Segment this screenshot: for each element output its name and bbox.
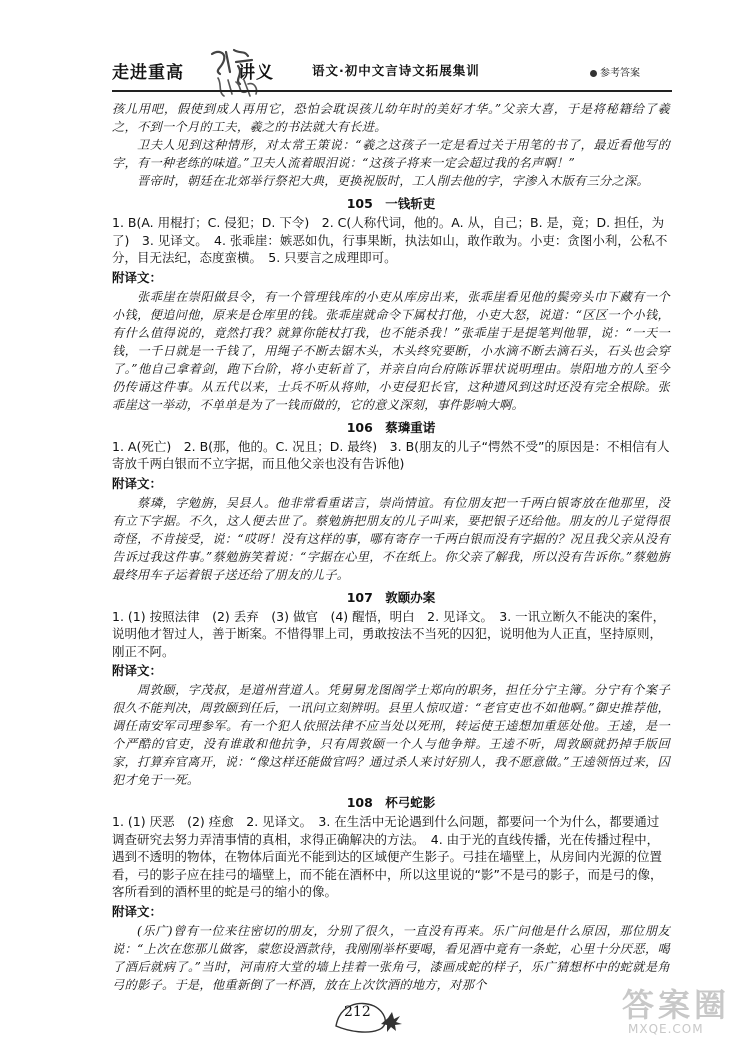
page-number: 212 (344, 1004, 371, 1020)
answers-block: 1. A(死亡) 2. B(那，他的。C. 况且；D. 最终) 3. B(朋友的儿子“愕然不受”的原因是：不相信有人寄放千两白银而不立字据，而且他父亲也没有告诉他) (112, 438, 670, 471)
watermark (622, 980, 742, 1040)
watermark-logo: 答案圈 (622, 986, 731, 1024)
section-title: 105 一钱斩吏 (346, 196, 436, 211)
answers-block: 1. (1) 按照法律 (2) 丢弃 (3) 做官 (4) 醒悟，明白 2. 见译文。 3. 一讯立断久不能决的案件，说明他才智过人，善于断案。不惜得罪上司，勇敢按法不当死的囚犯，说明他为人正直，坚持原则，刚正不阿。 (112, 608, 666, 659)
translation-text: (乐广)曾有一位来往密切的朋友，分别了很久，一直没有再来。乐广问他是什么原因，那位朋友说：“上次在您那儿做客，蒙您设酒款待，我刚刚举杯要喝，看见酒中竟有一条蛇，心里十分厌恶，喝了酒后就病了。”当时，河南府大堂的墙上挂着一张角弓，漆画成蛇的样子，乐广猜想杯中的蛇就是角弓的影子。于是，他重新倒了一杯酒，放在上次饮酒的地方，对那个 (112, 923, 670, 992)
header-subtitle: 语文·初中文言诗文拓展集训 (312, 63, 480, 78)
section-title: 107 敦颐办案 (346, 589, 436, 605)
page-content (112, 100, 670, 994)
header-brand-left: 走进重高 (112, 63, 184, 83)
page-footer (330, 996, 420, 1036)
translation-text: 张乖崖在崇阳做县令，有一个管理钱库的小吏从库房出来，张乖崖看见他的鬓旁头巾下藏有一个小钱，便追问他，原来是仓库里的钱。张乖崖就命令下属杖打他，小吏大怒，说道：“区区一个小钱，有什么值得说的，竟然打我？就算你能杖打我，也不能杀我！”张乖崖于是提笔判他罪，说：“一天一钱，一千日就是一千钱了，用绳子不断去锯木头，木头终究要断，小水滴不断去滴石头，石头也会穿了。”他自己拿着剑，跑下台阶，将小吏斩首了，并亲自向台府陈诉罪状说明理由。崇阳地方的人至今仍传诵这件事。从五代以来，士兵不听从将帅，小吏侵犯长官，这种遗风到这时还没有完全根除。张乖崖这一举动，不单单是为了一钱而做的，它的意义深刻，事件影响大啊。 (112, 289, 670, 412)
translation-label: 附译文： (112, 903, 163, 919)
translation-label: 附译文： (112, 269, 163, 285)
header-brand-right: 讲义 (238, 63, 274, 83)
bullet-icon (590, 70, 597, 77)
section-title: 106 蔡璘重诺 (346, 419, 436, 435)
translation-text: 蔡璘，字勉旃，吴县人。他非常看重诺言，崇尚情谊。有位朋友把一千两白银寄放在他那里，没有立下字据。不久，这人便去世了。蔡勉旃把朋友的儿子叫来，要把银子还给他。朋友的儿子觉得很奇怪，不肯接受，说：“哎呀！没有这样的事，哪有寄存一千两白银而没有字据的？况且我父亲从没有告诉过我这件事。”蔡勉旃笑着说：“字据在心里，不在纸上。你父亲了解我，所以没有告诉你。”蔡勉旃最终用车子运着银子送还给了朋友的儿子。 (112, 495, 670, 582)
section-107 (112, 588, 670, 790)
header-section-label-text: 参考答案 (600, 68, 640, 79)
page-header (112, 52, 672, 94)
header-section-label (590, 64, 640, 79)
section-105 (112, 194, 670, 414)
answers-block: 1. (1) 厌恶 (2) 痊愈 2. 见译文。 3. 在生活中无论遇到什么问题，都要问一个为什么，都要通过调查研究去努力弄清事情的真相，求得正确解决的方法。 4. 由于光的直线传播，光在传播过程中，遇到不透明的物体，在物体后面光不能到达的区域便产生影子。弓挂在墙壁上，从房间内光源的位置看，弓的影子应在挂弓的墙壁上，而不能在酒杯中，所以这里说的“影”不是弓的影子，而是弓的像，客所看到的酒杯里的蛇是弓的缩小的像。 (112, 814, 663, 899)
answers-block: 1. B(A. 用棍打；C. 侵犯；D. 下令) 2. C(人称代词，他的。A. 从，自己；B. 是，竟；D. 担任，为了) 3. 见译文。 4. 张乖崖：嫉恶如仇，行事果断，执法如山，敢作敢为。小吏：贪图小利，公私不分，目无法纪，态度蛮横。 5. 只要言之成理即可。 (112, 215, 668, 265)
watermark-url: MXQE.COM (628, 1022, 704, 1036)
translation-label: 附译文： (112, 663, 163, 678)
translation-label: 附译文： (112, 475, 163, 491)
translation-text: 周敦颐，字茂叔，是道州营道人。凭舅舅龙图阁学士郑向的职务，担任分宁主簿。分宁有个案子很久不能判决，周敦颐到任后，一讯问立刻辨明。县里人惊叹道：“老官吏也不如他啊。”御史推荐他，调任南安军司理参军。有一个犯人依照法律不应当处以死刑，转运使王逵想加重惩处他。王逵，是一个严酷的官吏，没有谁敢和他抗争，只有周敦颐一个人与他争辩。王逵不听，周敦颐就扔掉手版回家，打算弃官离开，说：“像这样还能做官吗？通过杀人来讨好别人，我不愿意做。”王逵领悟过来，囚犯才免于一死。 (112, 683, 670, 787)
intro-paragraph: 晋帝时，朝廷在北郊举行祭祀大典，更换祝版时，工人削去他的字，字渗入木版有三分之深。 (137, 174, 649, 188)
section-108 (112, 793, 670, 994)
intro-paragraph: 卫夫人见到这种情形，对太常王策说：“羲之这孩子一定是看过关于用笔的书了，最近看他写的字，有一种老练的味道。”卫夫人流着眼泪说：“这孩子将来一定会超过我的名声啊！” (112, 138, 670, 170)
section-title: 108 杯弓蛇影 (346, 795, 436, 810)
header-rule (112, 90, 672, 92)
section-106 (112, 418, 670, 584)
intro-paragraph: 孩儿用吧，假使到成人再用它，恐怕会耽误孩儿幼年时的美好才华。”父亲大喜，于是将秘籍给了羲之，不到一个月的工夫，羲之的书法就大有长进。 (112, 102, 670, 134)
